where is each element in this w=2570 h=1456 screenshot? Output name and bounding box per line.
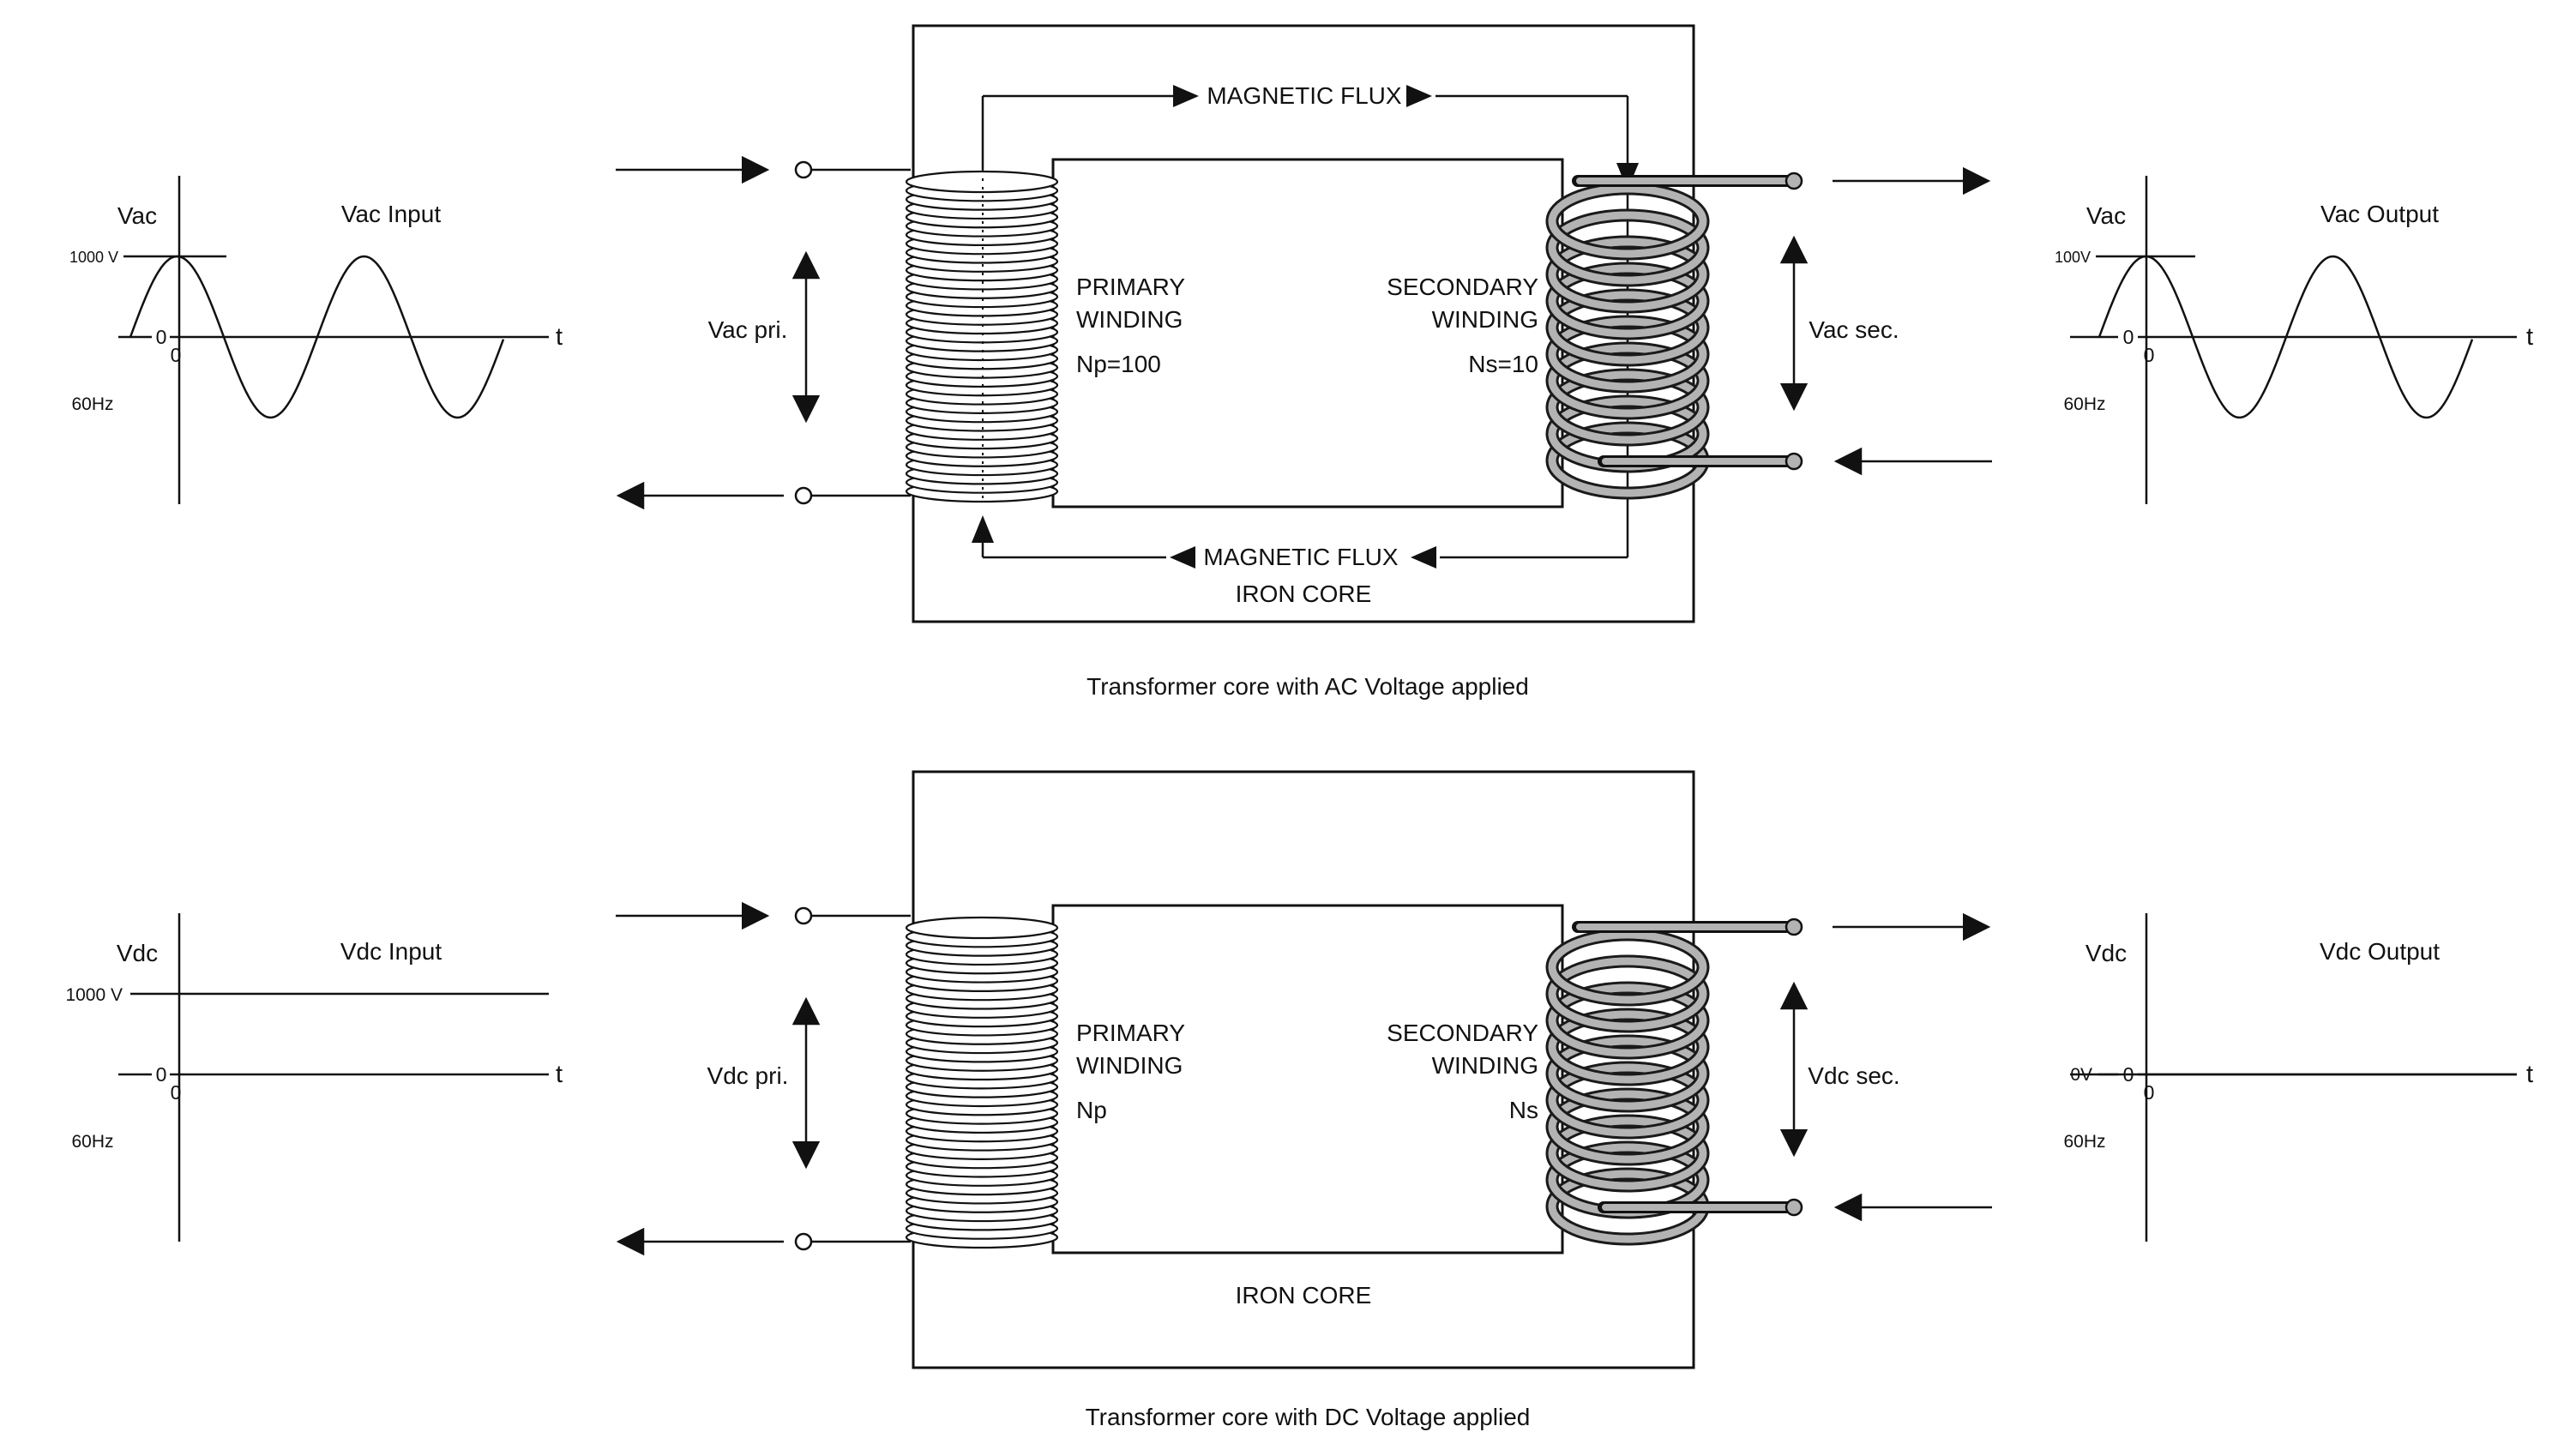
dc-secondary-voltage-label: Vdc sec. <box>1808 1062 1900 1089</box>
flux-up-arrow-icon <box>972 515 994 543</box>
dc-secondary-label-line2: WINDING <box>1431 1052 1538 1079</box>
ac-output-zero-label: 0 <box>2122 326 2134 348</box>
ac-secondary-lead-top-tip <box>1786 173 1802 189</box>
dc-output-title: Vdc Output <box>2319 938 2441 965</box>
dc-output-y-label: Vdc <box>2085 940 2128 966</box>
dc-output-plot <box>2063 913 2533 1242</box>
ac-primary-label-line1: PRIMARY <box>1076 274 1186 300</box>
dc-transformer <box>616 772 1992 1368</box>
ac-core-window <box>1053 159 1562 507</box>
ac-primary-terminal-top <box>796 162 811 177</box>
dc-input-plot <box>65 913 563 1242</box>
dc-input-y-label: Vdc <box>116 940 159 966</box>
dc-output-freq-label: 60Hz <box>2063 1132 2106 1152</box>
dc-input-time-label: t <box>555 1061 563 1088</box>
dc-secondary-turns: Ns <box>1508 1097 1538 1123</box>
dc-primary-turns: Np <box>1076 1097 1107 1123</box>
ac-output-origin-label: 0 <box>2143 344 2155 366</box>
dc-primary-label-line2: WINDING <box>1076 1052 1183 1079</box>
ac-secondary-voltage-label: Vac sec. <box>1809 316 1899 343</box>
flux-left-arrow-icon <box>1411 546 1436 569</box>
dc-input-zero-label: 0 <box>155 1063 167 1086</box>
dc-primary-voltage-label: Vdc pri. <box>707 1062 789 1089</box>
coil-turn <box>906 918 1057 938</box>
ac-output-freq-label: 60Hz <box>2063 394 2106 414</box>
ac-secondary-turns: Ns=10 <box>1468 351 1538 377</box>
dc-section <box>65 772 2533 1430</box>
dc-input-freq-label: 60Hz <box>71 1132 114 1152</box>
ac-input-freq-label: 60Hz <box>71 394 114 414</box>
ac-output-plot <box>2055 176 2533 504</box>
ac-primary-coil <box>906 171 1057 502</box>
ac-primary-terminal-bottom <box>796 488 811 503</box>
dc-secondary-lead-top-tip <box>1786 919 1802 935</box>
ac-primary-turns: Np=100 <box>1076 351 1161 377</box>
ac-primary-voltage-label: Vac pri. <box>707 316 788 343</box>
ac-transformer <box>616 26 1992 622</box>
dc-input-origin-label: 0 <box>170 1081 182 1104</box>
ac-flux-loop <box>972 82 1639 570</box>
ac-input-y-label: Vac <box>117 202 158 229</box>
dc-secondary-label-line1: SECONDARY <box>1387 1020 1538 1046</box>
flux-left-arrow-icon <box>1170 546 1195 569</box>
dc-primary-terminal-top <box>796 908 811 924</box>
ac-input-peak-label: 1000 V <box>69 249 118 266</box>
dc-input-peak-label: 1000 V <box>65 985 123 1005</box>
dc-core-window <box>1053 905 1562 1253</box>
dc-secondary-lead-bottom-tip <box>1786 1200 1802 1215</box>
ac-output-y-label: Vac <box>2085 202 2127 229</box>
dc-primary-coil <box>906 918 1057 1248</box>
flux-label-bottom: MAGNETIC FLUX <box>1203 544 1399 570</box>
dc-secondary-coil <box>1552 935 1703 1239</box>
flux-right-arrow-icon <box>1406 85 1432 107</box>
dc-core-label: IRON CORE <box>1235 1282 1372 1309</box>
ac-secondary-label-line2: WINDING <box>1431 306 1538 333</box>
ac-core-label: IRON CORE <box>1235 581 1372 607</box>
dc-output-time-label: t <box>2525 1061 2534 1088</box>
ac-output-title: Vac Output <box>2320 201 2440 227</box>
dc-output-origin-label: 0 <box>2143 1081 2155 1104</box>
ac-section <box>69 26 2533 700</box>
dc-caption: Transformer core with DC Voltage applied <box>1085 1404 1531 1430</box>
dc-input-title: Vdc Input <box>340 938 442 965</box>
ac-input-title: Vac Input <box>340 201 442 227</box>
ac-secondary-lead-bottom-tip <box>1786 454 1802 469</box>
dc-primary-terminal-bottom <box>796 1234 811 1249</box>
flux-label-top: MAGNETIC FLUX <box>1207 82 1402 109</box>
ac-caption: Transformer core with AC Voltage applied <box>1086 673 1529 700</box>
ac-primary-label-line2: WINDING <box>1076 306 1183 333</box>
ac-input-time-label: t <box>555 323 563 351</box>
dc-output-peak-label: 0V <box>2070 1065 2092 1085</box>
ac-output-peak-label: 100V <box>2054 249 2091 266</box>
dc-primary-label-line1: PRIMARY <box>1076 1020 1186 1046</box>
ac-input-origin-label: 0 <box>170 344 182 366</box>
ac-input-zero-label: 0 <box>155 326 167 348</box>
flux-right-arrow-icon <box>1173 85 1199 107</box>
dc-output-zero-label: 0 <box>2122 1063 2134 1086</box>
ac-secondary-label-line1: SECONDARY <box>1387 274 1538 300</box>
ac-output-time-label: t <box>2525 323 2534 351</box>
ac-input-plot <box>69 176 563 504</box>
